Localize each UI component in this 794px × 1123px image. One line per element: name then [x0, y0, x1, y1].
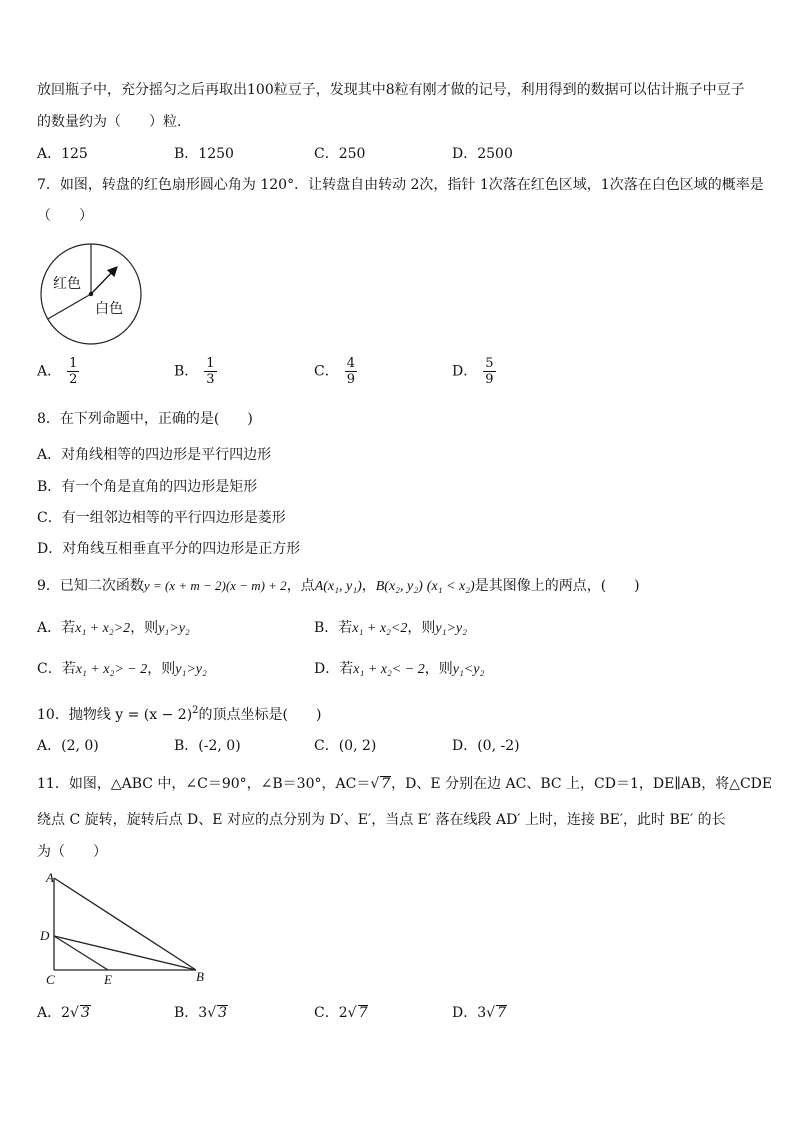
white-region-label: 白色 [95, 301, 123, 317]
q9-option-b-cond: x₁ + x₂<2 [352, 621, 408, 636]
denominator: 9 [346, 372, 355, 387]
q7-option-c[interactable] [314, 356, 357, 387]
q9-stem [37, 576, 640, 597]
q7-option-c-letter: C． [314, 363, 339, 380]
q11-option-c[interactable] [314, 1003, 368, 1023]
q6-option-a[interactable]: A．125 [37, 146, 88, 162]
q6-option-b[interactable]: B．1250 [174, 146, 234, 162]
label-c: C [46, 972, 55, 987]
q9-option-c-letter: C．若 [37, 661, 76, 677]
q9-condition: (x₁ < x₂) [426, 579, 475, 594]
q11-line-1-b: ，D、E 分别在边 AC、BC 上，CD＝1，DE∥AB，将△CDE [391, 776, 773, 792]
q7-line-1: 7．如图，转盘的红色扇形圆心角为 120°．让转盘自由转动 2次，指针 1次落在红色区域，1次落在白色区域的概率是 [37, 177, 764, 193]
q9-option-a-cond: x₁ + x₂>2 [75, 621, 131, 636]
q9-lead: 9．已知二次函数 [37, 578, 144, 594]
q6-option-c[interactable]: C．250 [314, 146, 366, 162]
q9-option-b-result: y₁>y₂ [435, 621, 467, 636]
q6-line-2: 的数量约为（ ）粒． [37, 114, 191, 130]
radicand: 7 [497, 1005, 506, 1021]
q7-line-2: （ ） [37, 208, 93, 224]
q9-option-b-mid: ，则 [407, 620, 436, 636]
fraction [204, 356, 216, 387]
q9-option-a-letter: A．若 [37, 620, 76, 636]
q10-option-b[interactable]: B．(-2, 0) [174, 738, 241, 754]
denominator: 9 [485, 372, 494, 387]
q8-stem: 8．在下列命题中，正确的是( ) [37, 411, 253, 427]
sqrt-sign: √ [347, 1005, 357, 1021]
red-region-label: 红色 [53, 276, 81, 292]
q11-option-a-letter: A． [37, 1005, 62, 1021]
q9-option-a-mid: ，则 [130, 620, 159, 636]
q10-option-a[interactable]: A．(2, 0) [37, 738, 99, 754]
q11-option-c-letter: C． [314, 1005, 339, 1021]
q9-option-b-letter: B．若 [314, 620, 353, 636]
denominator: 3 [206, 372, 215, 387]
q11-line-1-a: 11．如图，△ABC 中，∠C＝90°，∠B＝30°，AC＝ [37, 776, 371, 792]
q10-option-c[interactable]: C．(0, 2) [314, 738, 377, 754]
q7-option-d[interactable] [452, 356, 496, 387]
q10-stem [37, 701, 321, 725]
label-e: E [104, 972, 112, 987]
q9-function: y = (x + m − 2)(x − m) + 2 [143, 578, 287, 593]
denominator: 2 [69, 372, 78, 387]
q9-point-b: B(x₂, y₂) [375, 579, 423, 594]
q7-option-b[interactable] [174, 356, 217, 387]
q11-option-d[interactable] [452, 1003, 507, 1023]
q9-option-d-letter: D．若 [314, 661, 354, 677]
q7-option-b-letter: B． [174, 363, 199, 380]
q9-mid: ，点 [286, 578, 315, 594]
radicand: 7 [358, 1005, 368, 1021]
triangle-figure [38, 868, 218, 990]
label-a: A [46, 870, 54, 885]
q11-option-d-letter: D． [452, 1005, 478, 1021]
label-d: D [40, 928, 50, 943]
q7-option-a[interactable] [37, 356, 79, 387]
fraction [345, 356, 357, 387]
q6-option-d[interactable]: D．2500 [452, 146, 513, 162]
q9-option-c-mid: ，则 [147, 661, 176, 677]
coefficient: 2 [61, 1005, 71, 1021]
q8-option-a[interactable]: A．对角线相等的四边形是平行四边形 [37, 447, 272, 463]
q9-point-a: A(x₁, y₁) [314, 579, 362, 594]
q9-option-d-mid: ，则 [424, 661, 453, 677]
q9-option-c-result: y₁>y₂ [175, 662, 207, 677]
q9-tail: 是其图像上的两点，( ) [474, 578, 640, 594]
q10-option-d[interactable]: D．(0, -2) [452, 738, 520, 754]
q10-stem-a: 10．抛物线 y = (x − 2) [37, 707, 193, 723]
fraction [483, 356, 495, 387]
radicand: 3 [80, 1005, 90, 1021]
q11-option-b[interactable] [174, 1003, 228, 1023]
q9-option-d[interactable] [314, 659, 484, 680]
segment-db [54, 936, 196, 970]
spinner-figure [40, 240, 146, 346]
q9-option-d-cond: x₁ + x₂< − 2 [353, 662, 425, 677]
q10-exponent: 2 [192, 705, 199, 716]
sqrt-sign: √ [207, 1005, 217, 1021]
q9-option-d-result: y₁<y₂ [452, 662, 485, 677]
coefficient: 3 [198, 1005, 208, 1021]
label-b: B [196, 969, 204, 984]
numerator: 4 [346, 356, 355, 371]
coefficient: 2 [338, 1005, 348, 1021]
q11-radicand: 7 [381, 776, 391, 792]
q9-option-b[interactable] [314, 618, 467, 639]
numerator: 1 [69, 356, 78, 371]
q9-option-a[interactable] [37, 618, 190, 639]
segment-ab [54, 878, 196, 970]
coefficient: 3 [477, 1005, 487, 1021]
q8-option-b[interactable]: B．有一个角是直角的四边形是矩形 [37, 479, 258, 495]
segment-de [54, 936, 108, 970]
q11-line-2: 绕点 C 旋转，旋转后点 D、E 对应的点分别为 D′、E′，当点 E′ 落在线段 AD′ 上时，连接 BE′，此时 BE′ 的长 [37, 812, 726, 828]
q10-stem-b: 的顶点坐标是( ) [198, 707, 322, 723]
fraction [67, 356, 79, 387]
numerator: 5 [485, 356, 494, 371]
q9-sep: ， [361, 578, 376, 594]
q7-option-a-letter: A． [37, 363, 62, 380]
q8-option-c[interactable]: C．有一组邻边相等的平行四边形是菱形 [37, 510, 286, 526]
sqrt-sign: √ [486, 1005, 496, 1021]
sqrt-sign: √ [370, 776, 380, 792]
q11-line-3: 为（ ） [37, 844, 107, 860]
spinner-center [89, 292, 93, 296]
q11-option-b-letter: B． [174, 1005, 199, 1021]
q9-option-c[interactable] [37, 659, 207, 680]
q9-option-c-cond: x₁ + x₂> − 2 [75, 662, 148, 677]
q11-option-a[interactable] [37, 1003, 91, 1023]
q7-option-d-letter: D． [452, 363, 478, 380]
q9-option-a-result: y₁>y₂ [158, 621, 190, 636]
q8-option-d[interactable]: D．对角线互相垂直平分的四边形是正方形 [37, 541, 301, 557]
q11-line-1 [37, 774, 772, 794]
numerator: 1 [206, 356, 215, 371]
radicand: 3 [218, 1005, 228, 1021]
q6-line-1: 放回瓶子中，充分摇匀之后再取出100粒豆子，发现其中8粒有刚才做的记号，利用得到的数据可以估计瓶子中豆子 [37, 82, 745, 98]
sqrt-sign: √ [70, 1005, 79, 1021]
